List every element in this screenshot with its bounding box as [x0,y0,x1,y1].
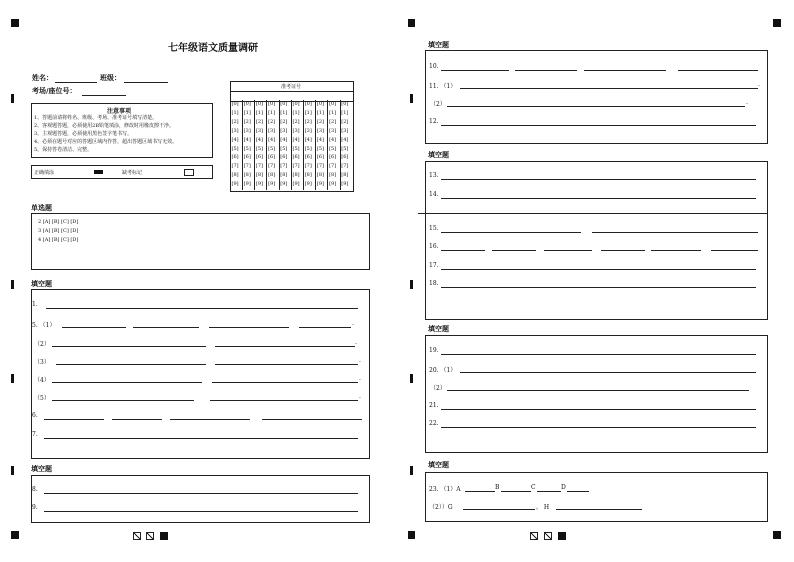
fill-heading: 填空题 [428,461,449,469]
q8-answer-line[interactable] [44,493,358,494]
exam-id-bubble[interactable]: [9] [316,181,324,188]
exam-id-bubble[interactable]: [8] [341,172,349,179]
exam-id-bubble[interactable]: [4] [268,136,276,143]
q11-2-label: （2） [430,101,446,108]
period: . [352,320,354,327]
period: . [746,99,748,106]
fill-heading: 填空题 [428,325,449,333]
q13-answer-line[interactable] [441,179,756,180]
q11-label: 11. （1） [429,83,457,90]
exam-id-bubble[interactable]: [7] [280,163,288,170]
q16-label: 16. [429,243,439,250]
exam-id-bubble[interactable]: [8] [231,172,239,179]
exam-id-bubble[interactable]: [6] [329,154,337,161]
exam-id-bubble[interactable]: [4] [255,136,263,143]
fill-heading: 填空题 [31,465,52,473]
q6-label: 6. [32,412,38,419]
exam-id-bubble[interactable]: [5] [292,145,300,152]
q23-h-line[interactable] [556,509,642,510]
exam-id-bubble[interactable]: [6] [304,154,312,161]
q20-2-label: （2） [430,385,446,392]
exam-id-bubble[interactable]: [4] [231,136,239,143]
q7-answer-line[interactable] [44,438,358,439]
q10-answer-line[interactable] [678,70,758,71]
exam-id-bubble[interactable]: [9] [304,181,312,188]
exam-id-header: 准考证号 [281,84,302,90]
q23-d-label: D [561,484,566,491]
exam-id-bubble[interactable]: [7] [329,163,337,170]
q12-answer-line[interactable] [441,125,756,126]
q22-label: 22. [429,420,439,427]
q21-label: 21. [429,402,439,409]
exam-id-bubble[interactable]: [5] [231,145,239,152]
q5-answer-line[interactable] [62,327,126,328]
exam-id-bubble[interactable]: [3] [243,127,251,134]
q15-label: 15. [429,225,439,232]
q10-answer-line[interactable] [584,70,666,71]
q16-answer-line[interactable] [601,250,645,251]
exam-id-bubble[interactable]: [8] [243,172,251,179]
correct-fill-label: 正确填涂 [34,170,55,176]
q12-label: 12. [429,118,439,125]
q23-c-line[interactable] [537,491,561,492]
q21-answer-line[interactable] [441,409,756,410]
exam-id-bubble[interactable]: [2] [292,118,300,125]
q16-answer-line[interactable] [711,250,758,251]
q6-answer-line[interactable] [170,419,250,420]
exam-id-bubble[interactable]: [2] [243,118,251,125]
q5-4-label: （4） [34,377,50,384]
period: . [758,81,760,88]
q5-4-answer-line[interactable] [212,382,358,383]
notes-item: 2、客观题答题，必须使用2B铅笔填涂，修改时用橡皮擦干净。 [34,123,175,129]
exam-id-bubble[interactable]: [6] [316,154,324,161]
q23-a-line[interactable] [465,491,495,492]
class-field[interactable] [124,82,168,83]
fill-heading: 填空题 [428,41,449,49]
exam-id-bubble[interactable]: [5] [268,145,276,152]
exam-id-bubble[interactable]: [0] [304,101,312,107]
q9-answer-line[interactable] [44,511,358,512]
q16-answer-line[interactable] [441,250,485,251]
q9-label: 9. [32,504,38,511]
fill-heading: 填空题 [428,151,449,159]
name-field[interactable] [55,82,97,83]
q5-3-label: （3） [34,359,50,366]
q23-2-label: （2））G [429,504,453,511]
q5-3-answer-line[interactable] [215,364,358,365]
fill-box-right-4 [425,472,768,522]
exam-id-bubble[interactable]: [7] [316,163,324,170]
q23-b-label: B [495,484,500,491]
q23-d-line[interactable] [567,491,589,492]
q1-label: 1. [32,301,38,308]
period: . [355,339,357,346]
exam-id-bubble[interactable]: [7] [292,163,300,170]
exam-id-bubble[interactable]: [4] [280,136,288,143]
page-title: 七年级语文质量调研 [168,43,258,54]
exam-id-bubble[interactable]: [3] [304,127,312,134]
exam-id-bubble[interactable]: [6] [268,154,276,161]
mcq-box [31,213,370,270]
exam-id-bubble[interactable]: [4] [304,136,312,143]
exam-id-bubble[interactable]: [1] [292,109,300,116]
notes-item: 4、必须在题号对应的答题区域内作答，超出答题区域书写无效。 [34,139,178,145]
page-marker-hatched [146,532,154,540]
q23-h-label: 。 H [536,504,550,511]
exam-id-bubble[interactable]: [0] [243,101,251,107]
exam-id-bubble[interactable]: [6] [255,154,263,161]
corner-mark-bottom-middle [408,531,415,539]
q23-label: 23. （1）A [429,486,461,493]
exam-id-bubble[interactable]: [1] [268,109,276,116]
exam-id-bubble[interactable]: [9] [231,181,239,188]
exam-id-bubble[interactable]: [4] [341,136,349,143]
exam-id-bubble[interactable]: [0] [268,101,276,107]
exam-id-bubble[interactable]: [0] [292,101,300,107]
exam-id-bubble[interactable]: [8] [304,172,312,179]
corner-mark-top-middle [408,19,415,27]
exam-id-bubble[interactable]: [5] [316,145,324,152]
notes-item: 5、保持答卷清洁、完整。 [34,147,93,153]
exam-id-bubble[interactable]: [9] [292,181,300,188]
q20-answer-line[interactable] [460,372,756,373]
exam-id-bubble[interactable]: [3] [255,127,263,134]
page-marker-hatched [530,532,538,540]
exam-id-bubble[interactable]: [1] [304,109,312,116]
q20-2-answer-line[interactable] [447,390,749,391]
q6-answer-line[interactable] [44,419,104,420]
notes-heading: 注意事项 [107,108,132,115]
fill-example-box [31,165,213,179]
q5-2-answer-line[interactable] [52,346,206,347]
exam-id-bubble[interactable]: [5] [280,145,288,152]
exam-id-bubble[interactable]: [6] [231,154,239,161]
timing-mark [410,374,413,383]
exam-id-bubble[interactable]: [6] [341,154,349,161]
fill-box-right-2 [425,161,768,320]
timing-mark [410,94,413,103]
q5-5-answer-line[interactable] [52,400,194,401]
mcq-heading: 单选题 [31,204,52,212]
q10-label: 10. [429,63,439,70]
exam-id-bubble[interactable]: [5] [329,145,337,152]
fill-box-right-1 [425,50,768,144]
mcq-row[interactable]: 2 [A] [B] [C] [D] [38,219,79,225]
exam-id-bubble[interactable]: [9] [255,181,263,188]
mcq-row[interactable]: 4 [A] [B] [C] [D] [38,237,79,243]
corner-mark-top-right [773,19,781,27]
q15-answer-line[interactable] [592,232,758,233]
exam-id-bubble[interactable]: [7] [243,163,251,170]
exam-id-bubble[interactable]: [6] [292,154,300,161]
timing-mark [11,466,14,475]
exam-id-bubble[interactable]: [2] [316,118,324,125]
exam-id-bubble[interactable]: [1] [316,109,324,116]
q5-2-answer-line[interactable] [215,346,355,347]
exam-id-bubble[interactable]: [1] [329,109,337,116]
exam-id-bubble[interactable]: [4] [316,136,324,143]
q5-label: 5. （1） [32,322,56,329]
exam-id-bubble[interactable]: [3] [316,127,324,134]
page-marker-hatched [133,532,141,540]
timing-mark [11,374,14,383]
exam-id-bubble[interactable]: [0] [341,101,349,107]
q23-c-label: C [531,484,536,491]
q18-answer-line[interactable] [441,287,756,288]
exam-id-bubble[interactable]: [4] [243,136,251,143]
exam-id-bubble[interactable]: [5] [243,145,251,152]
q19-answer-line[interactable] [441,354,756,355]
corner-mark-bottom-right [773,531,781,539]
exam-id-bubble[interactable]: [0] [255,101,263,107]
exam-id-bubble[interactable]: [2] [329,118,337,125]
exam-id-bubble[interactable]: [3] [292,127,300,134]
q5-4-answer-line[interactable] [52,382,202,383]
q23-g-line[interactable] [463,509,535,510]
name-label: 姓名： [32,74,53,82]
exam-id-bubble[interactable]: [3] [329,127,337,134]
q8-label: 8. [32,486,38,493]
timing-mark [410,466,413,475]
notes-item: 1、答题前请将姓名、班级、考场、准考证号填写清楚。 [34,115,158,121]
q5-5-label: （5） [34,395,50,402]
mcq-row[interactable]: 3 [A] [B] [C] [D] [38,228,79,234]
exam-id-bubble[interactable]: [0] [231,101,239,107]
q16-answer-line[interactable] [492,250,536,251]
q23-b-line[interactable] [501,491,531,492]
exam-id-bubble[interactable]: [6] [243,154,251,161]
q6-answer-line[interactable] [262,419,362,420]
correct-fill-sample [94,170,103,174]
exam-id-bubble[interactable]: [2] [268,118,276,125]
exam-id-bubble[interactable]: [7] [231,163,239,170]
timing-mark [11,280,14,289]
exam-id-bubble[interactable]: [3] [268,127,276,134]
q5-answer-line[interactable] [299,327,351,328]
period: . [359,375,361,382]
exam-id-bubble[interactable]: [9] [280,181,288,188]
q17-label: 17. [429,262,439,269]
q5-answer-line[interactable] [209,327,289,328]
timing-mark [11,94,14,103]
exam-id-bubble[interactable]: [9] [329,181,337,188]
q16-answer-line[interactable] [544,250,592,251]
q14-answer-line[interactable] [441,198,756,199]
notes-item: 3、主观题答题，必须使用黑色签字笔书写。 [34,131,133,137]
q7-label: 7. [32,431,38,438]
exam-id-bubble[interactable]: [1] [280,109,288,116]
exam-id-bubble[interactable]: [2] [341,118,349,125]
q10-answer-line[interactable] [515,70,577,71]
exam-id-bubble[interactable]: [1] [341,109,349,116]
exam-id-bubble[interactable]: [9] [341,181,349,188]
exam-id-bubble[interactable]: [8] [292,172,300,179]
fill-box-right-3 [425,335,768,453]
block-divider [418,213,768,214]
q5-5-answer-line[interactable] [210,400,358,401]
corner-mark-top-left [11,19,19,27]
period: . [359,393,361,400]
seat-label: 考场/座位号： [32,87,77,95]
exam-id-bubble[interactable]: [1] [243,109,251,116]
exam-id-bubble[interactable]: [7] [255,163,263,170]
notes-box [31,103,213,158]
exam-id-bubble[interactable]: [6] [280,154,288,161]
exam-id-bubble[interactable]: [8] [329,172,337,179]
exam-id-bubble[interactable]: [3] [231,127,239,134]
q6-answer-line[interactable] [112,419,162,420]
q5-answer-line[interactable] [133,327,199,328]
q19-label: 19. [429,347,439,354]
q5-3-answer-line[interactable] [56,364,206,365]
q18-label: 18. [429,280,439,287]
exam-id-bubble[interactable]: [7] [268,163,276,170]
exam-id-bubble[interactable]: [2] [280,118,288,125]
exam-id-bubble[interactable]: [1] [231,109,239,116]
timing-mark [410,280,413,289]
q10-answer-line[interactable] [441,70,509,71]
exam-id-bubble[interactable]: [8] [280,172,288,179]
corner-mark-bottom-left [11,531,19,539]
missing-mark-label: 缺考标记 [122,170,143,176]
q11-2-answer-line[interactable] [447,106,745,107]
exam-id-bubble[interactable]: [0] [329,101,337,107]
exam-id-bubble[interactable]: [5] [304,145,312,152]
exam-id-bubble[interactable]: [2] [304,118,312,125]
exam-id-bubbles[interactable] [230,101,354,191]
fill-box-2 [31,475,370,523]
q1-answer-line[interactable] [46,308,358,309]
exam-id-bubble[interactable]: [8] [316,172,324,179]
q11-answer-line[interactable] [460,88,758,89]
fill-heading: 填空题 [31,280,52,288]
exam-id-bubble[interactable]: [9] [243,181,251,188]
exam-id-bubble[interactable]: [9] [268,181,276,188]
q14-label: 14. [429,191,439,198]
q5-2-label: （2） [34,341,50,348]
exam-id-bubble[interactable]: [5] [341,145,349,152]
exam-id-bubble[interactable]: [4] [292,136,300,143]
page-marker-solid [558,532,566,540]
exam-id-bubble[interactable]: [2] [231,118,239,125]
exam-id-bubble[interactable]: [0] [280,101,288,107]
exam-id-bubble[interactable]: [1] [255,109,263,116]
q22-answer-line[interactable] [441,427,756,428]
exam-id-bubble[interactable]: [7] [341,163,349,170]
exam-id-bubble[interactable]: [7] [304,163,312,170]
q20-label: 20. （1） [429,367,457,374]
exam-id-bubble[interactable]: [8] [255,172,263,179]
exam-id-bubble[interactable]: [3] [341,127,349,134]
exam-id-bubble[interactable]: [4] [329,136,337,143]
q15-answer-line[interactable] [441,232,581,233]
exam-id-bubble[interactable]: [2] [255,118,263,125]
q13-label: 13. [429,172,439,179]
period: . [359,357,361,364]
missing-mark-box[interactable] [184,169,194,176]
page-marker-hatched [544,532,552,540]
exam-id-bubble[interactable]: [5] [255,145,263,152]
q16-answer-line[interactable] [651,250,701,251]
fill-box-1 [31,289,370,459]
page-marker-solid [160,532,168,540]
q17-answer-line[interactable] [441,269,756,270]
class-label: 班级： [100,74,121,82]
exam-id-bubble[interactable]: [8] [268,172,276,179]
exam-id-bubble[interactable]: [0] [316,101,324,107]
seat-field[interactable] [82,95,126,96]
exam-id-bubble[interactable]: [3] [280,127,288,134]
